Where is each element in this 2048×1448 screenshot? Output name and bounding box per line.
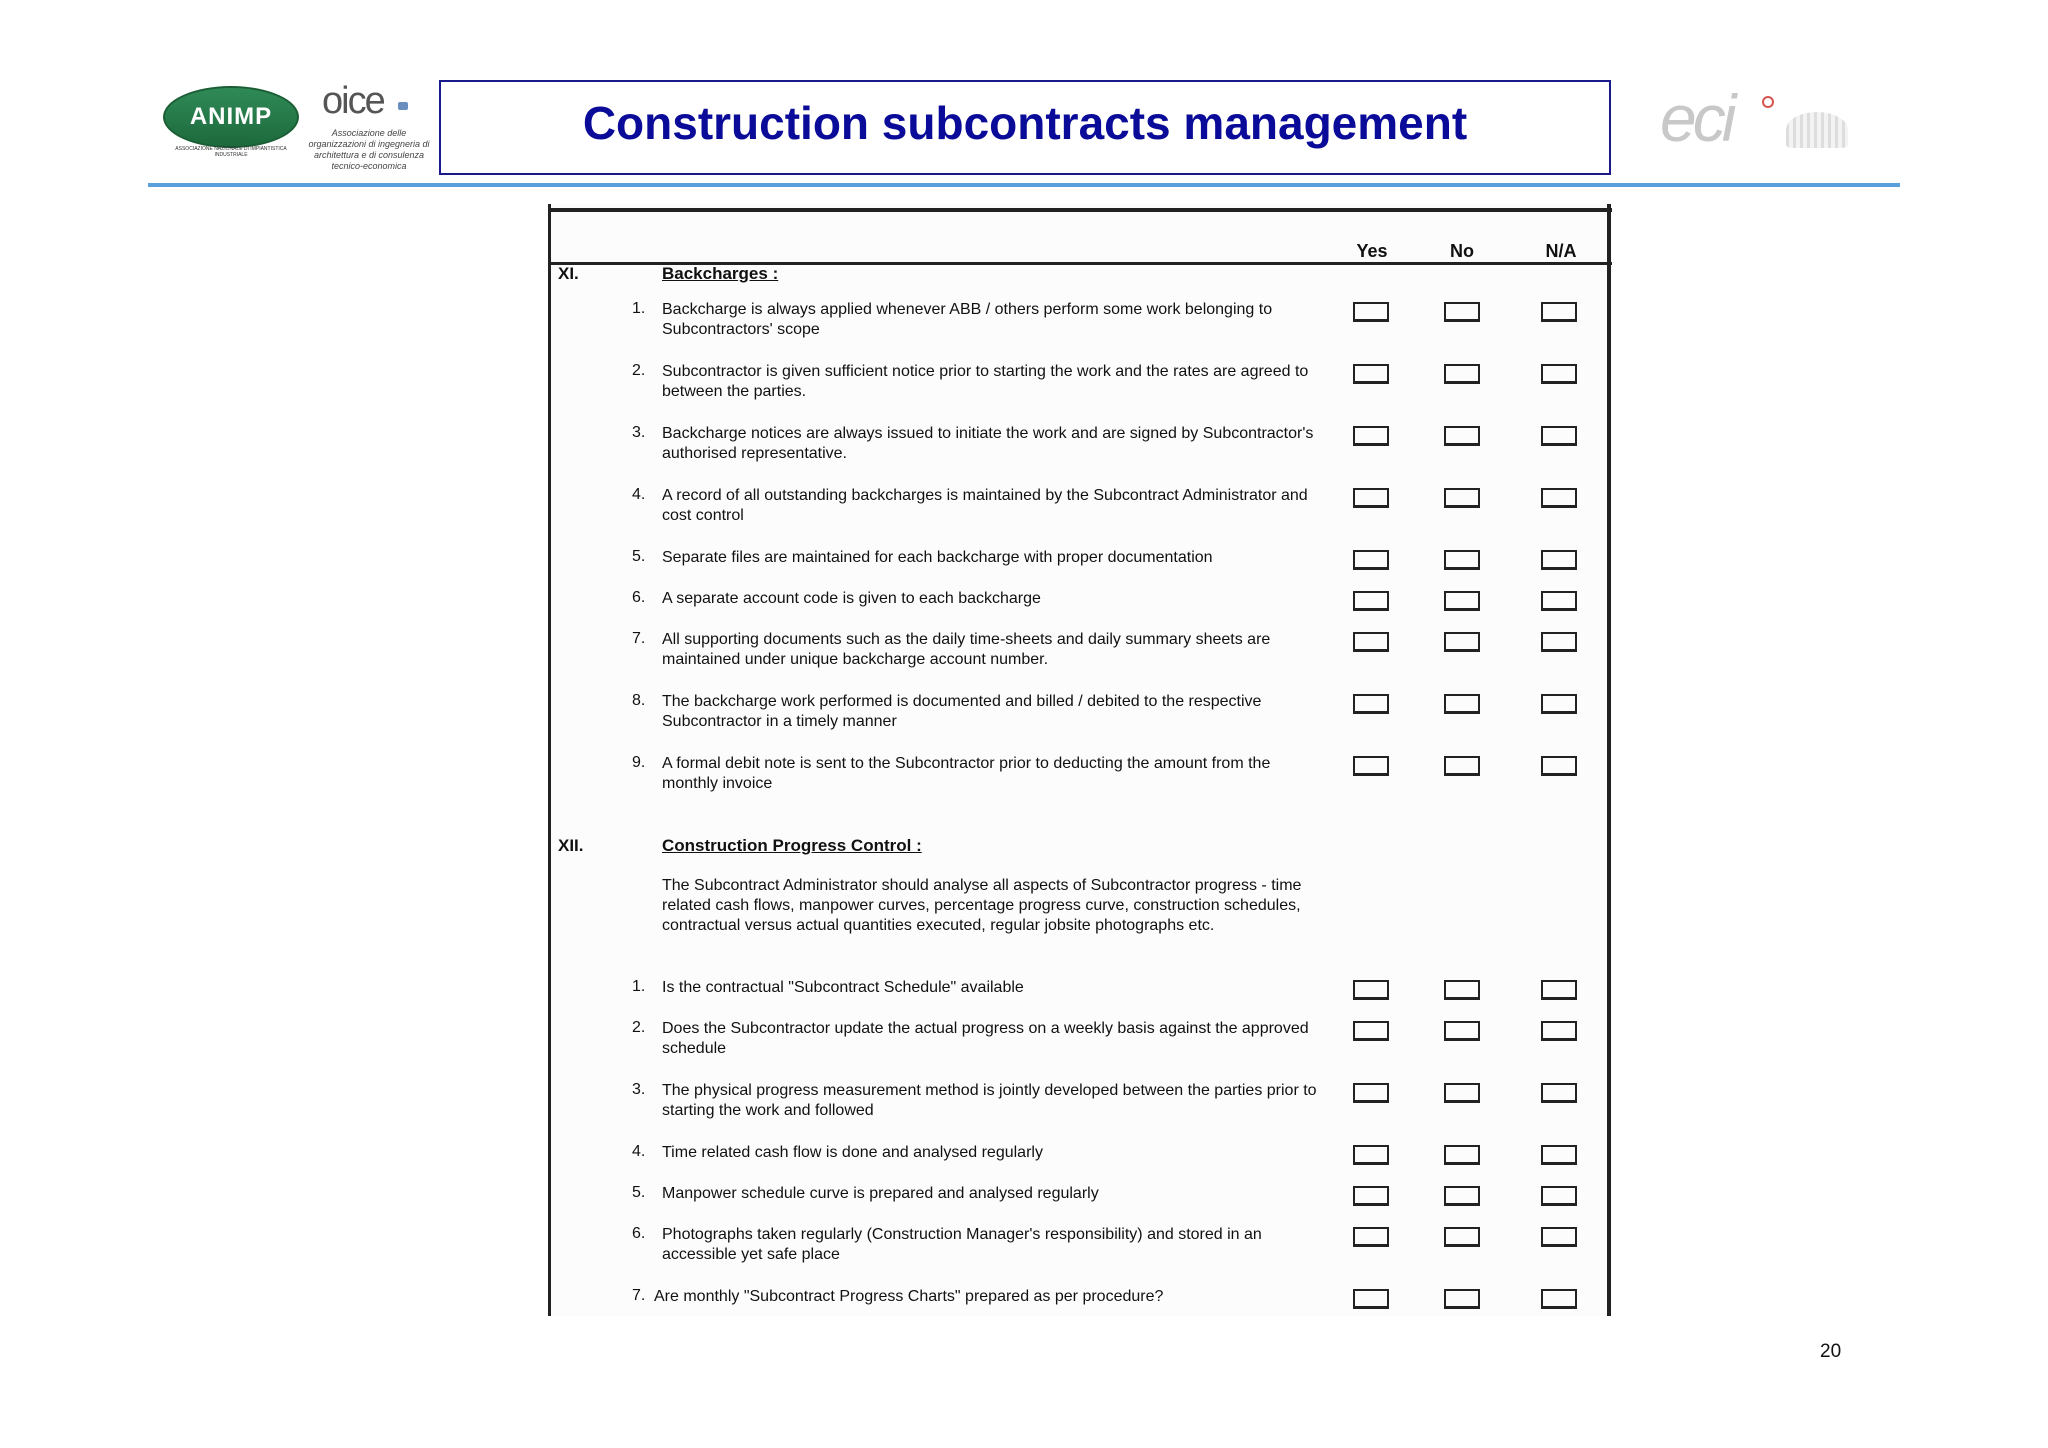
item-number: 2. xyxy=(632,362,646,379)
item-number: 4. xyxy=(632,486,646,503)
checkbox-no[interactable] xyxy=(1444,591,1480,611)
section-title: Backcharges : xyxy=(662,264,779,283)
item-text: Are monthly "Subcontract Progress Charts" prepared as per procedure? xyxy=(654,1288,1164,1305)
checklist-document xyxy=(548,204,1612,1316)
page-number: 20 xyxy=(1820,1341,1842,1362)
checkbox-yes[interactable] xyxy=(1353,426,1389,446)
checkbox-na[interactable] xyxy=(1541,980,1577,1000)
checkbox-yes[interactable] xyxy=(1353,488,1389,508)
item-text: All supporting documents such as the daily time-sheets and daily summary sheets are maintained under unique backcharge account number. xyxy=(662,631,1271,668)
section-title: Construction Progress Control : xyxy=(662,836,922,855)
item-number: 8. xyxy=(632,692,646,709)
item-text: Manpower schedule curve is prepared and analysed regularly xyxy=(662,1185,1099,1202)
checkbox-no[interactable] xyxy=(1444,302,1480,322)
doc-left-border xyxy=(548,204,551,1316)
eci-logo xyxy=(1660,81,1860,158)
checkbox-no[interactable] xyxy=(1444,550,1480,570)
item-text: Subcontractor is given sufficient notice prior to starting the work and the rates are agreed to between the parties. xyxy=(662,363,1309,400)
checkbox-no[interactable] xyxy=(1444,488,1480,508)
page-title: Construction subcontracts management xyxy=(582,97,1468,149)
checkbox-no[interactable] xyxy=(1444,980,1480,1000)
checkbox-yes[interactable] xyxy=(1353,694,1389,714)
item-number: 6. xyxy=(632,589,646,606)
checkbox-yes[interactable] xyxy=(1353,1021,1389,1041)
checkbox-no[interactable] xyxy=(1444,1186,1480,1206)
animp-logo-subtitle: ASSOCIAZIONE NAZIONALE DI IMPIANTISTICA INDUSTRIALE xyxy=(175,146,287,158)
checkbox-no[interactable] xyxy=(1444,426,1480,446)
item-number: 2. xyxy=(632,1019,646,1036)
item-text: Is the contractual "Subcontract Schedule" available xyxy=(662,979,1024,996)
item-text: A separate account code is given to each backcharge xyxy=(662,590,1041,607)
animp-logo-oval xyxy=(163,86,299,148)
item-number: 5. xyxy=(632,548,646,565)
section-number: XII. xyxy=(558,836,584,855)
animp-logo xyxy=(163,86,299,158)
item-number: 5. xyxy=(632,1184,646,1201)
oice-logo-text: oice xyxy=(322,80,384,122)
checkbox-na[interactable] xyxy=(1541,591,1577,611)
checkbox-yes[interactable] xyxy=(1353,632,1389,652)
checkbox-yes[interactable] xyxy=(1353,1186,1389,1206)
checkbox-na[interactable] xyxy=(1541,1145,1577,1165)
item-number: 3. xyxy=(632,1081,646,1098)
animp-logo-text: ANIMP xyxy=(189,103,273,130)
item-number: 4. xyxy=(632,1143,646,1160)
item-number: 7. xyxy=(632,630,646,647)
item-text: Does the Subcontractor update the actual progress on a weekly basis against the approved schedule xyxy=(662,1020,1309,1057)
checkbox-no[interactable] xyxy=(1444,632,1480,652)
checkbox-na[interactable] xyxy=(1541,756,1577,776)
checkbox-no[interactable] xyxy=(1444,1021,1480,1041)
checkbox-no[interactable] xyxy=(1444,756,1480,776)
column-header-na: N/A xyxy=(1545,241,1577,261)
checkbox-no[interactable] xyxy=(1444,1289,1480,1309)
checkbox-na[interactable] xyxy=(1541,364,1577,384)
header-divider xyxy=(148,183,1900,187)
checkbox-na[interactable] xyxy=(1541,1227,1577,1247)
item-text: The physical progress measurement method is jointly developed between the parties prior to starting the work and followed xyxy=(662,1082,1317,1119)
checkbox-na[interactable] xyxy=(1541,1289,1577,1309)
checkbox-no[interactable] xyxy=(1444,694,1480,714)
checkbox-yes[interactable] xyxy=(1353,550,1389,570)
checkbox-no[interactable] xyxy=(1444,364,1480,384)
checkbox-na[interactable] xyxy=(1541,302,1577,322)
eci-logo-ring-icon xyxy=(1762,96,1774,108)
checkbox-yes[interactable] xyxy=(1353,1083,1389,1103)
doc-top-border xyxy=(548,208,1612,212)
item-number: 6. xyxy=(632,1225,646,1242)
section-number: XI. xyxy=(558,264,579,283)
eci-logo-text: eci xyxy=(1660,81,1733,155)
checkbox-no[interactable] xyxy=(1444,1227,1480,1247)
checkbox-na[interactable] xyxy=(1541,426,1577,446)
checkbox-no[interactable] xyxy=(1444,1083,1480,1103)
checkbox-na[interactable] xyxy=(1541,488,1577,508)
item-text: Backcharge notices are always issued to initiate the work and are signed by Subcontractor's authorised representative. xyxy=(662,425,1314,462)
checkbox-na[interactable] xyxy=(1541,632,1577,652)
item-number: 1. xyxy=(632,978,646,995)
checkbox-no[interactable] xyxy=(1444,1145,1480,1165)
doc-right-border xyxy=(1607,204,1611,1316)
checkbox-yes[interactable] xyxy=(1353,980,1389,1000)
item-text: Separate files are maintained for each backcharge with proper documentation xyxy=(662,549,1213,566)
item-text: The backcharge work performed is documented and billed / debited to the respective Subcontractor in a timely manner xyxy=(662,693,1262,730)
column-header-no: No xyxy=(1450,241,1474,261)
checkbox-na[interactable] xyxy=(1541,550,1577,570)
item-number: 7. xyxy=(632,1287,646,1304)
item-text: A formal debit note is sent to the Subcontractor prior to deducting the amount from the monthly invoice xyxy=(662,755,1271,792)
checkbox-yes[interactable] xyxy=(1353,1289,1389,1309)
checkbox-yes[interactable] xyxy=(1353,1145,1389,1165)
checkbox-na[interactable] xyxy=(1541,1021,1577,1041)
item-text: Photographs taken regularly (Construction Manager's responsibility) and stored in an accessible yet safe place xyxy=(662,1226,1262,1263)
item-text: A record of all outstanding backcharges is maintained by the Subcontract Administrator and cost control xyxy=(662,487,1308,524)
section-intro: The Subcontract Administrator should analyse all aspects of Subcontractor progress - time related cash flows, manpower curves, percentage progress curve, construction schedules, contractual versus actual quantities executed, regular jobsite photographs etc. xyxy=(662,877,1302,934)
checkbox-yes[interactable] xyxy=(1353,364,1389,384)
item-number: 1. xyxy=(632,300,646,317)
checkbox-na[interactable] xyxy=(1541,1186,1577,1206)
checkbox-yes[interactable] xyxy=(1353,1227,1389,1247)
item-number: 3. xyxy=(632,424,646,441)
item-text: Backcharge is always applied whenever ABB / others perform some work belonging to Subcontractors' scope xyxy=(662,301,1273,338)
checkbox-na[interactable] xyxy=(1541,1083,1577,1103)
checkbox-yes[interactable] xyxy=(1353,302,1389,322)
title-box xyxy=(439,80,1611,175)
oice-logo xyxy=(304,80,434,171)
checkbox-yes[interactable] xyxy=(1353,591,1389,611)
column-header-yes: Yes xyxy=(1356,241,1388,261)
oice-logo-subtitle: Associazione delle organizzazioni di ingegneria di architettura e di consulenza tecnico-economica xyxy=(308,128,430,171)
checkbox-yes[interactable] xyxy=(1353,756,1389,776)
globe-icon xyxy=(1786,112,1848,148)
oice-logo-mark-icon xyxy=(398,102,408,110)
checkbox-na[interactable] xyxy=(1541,694,1577,714)
item-number: 9. xyxy=(632,754,646,771)
item-text: Time related cash flow is done and analysed regularly xyxy=(662,1144,1043,1161)
